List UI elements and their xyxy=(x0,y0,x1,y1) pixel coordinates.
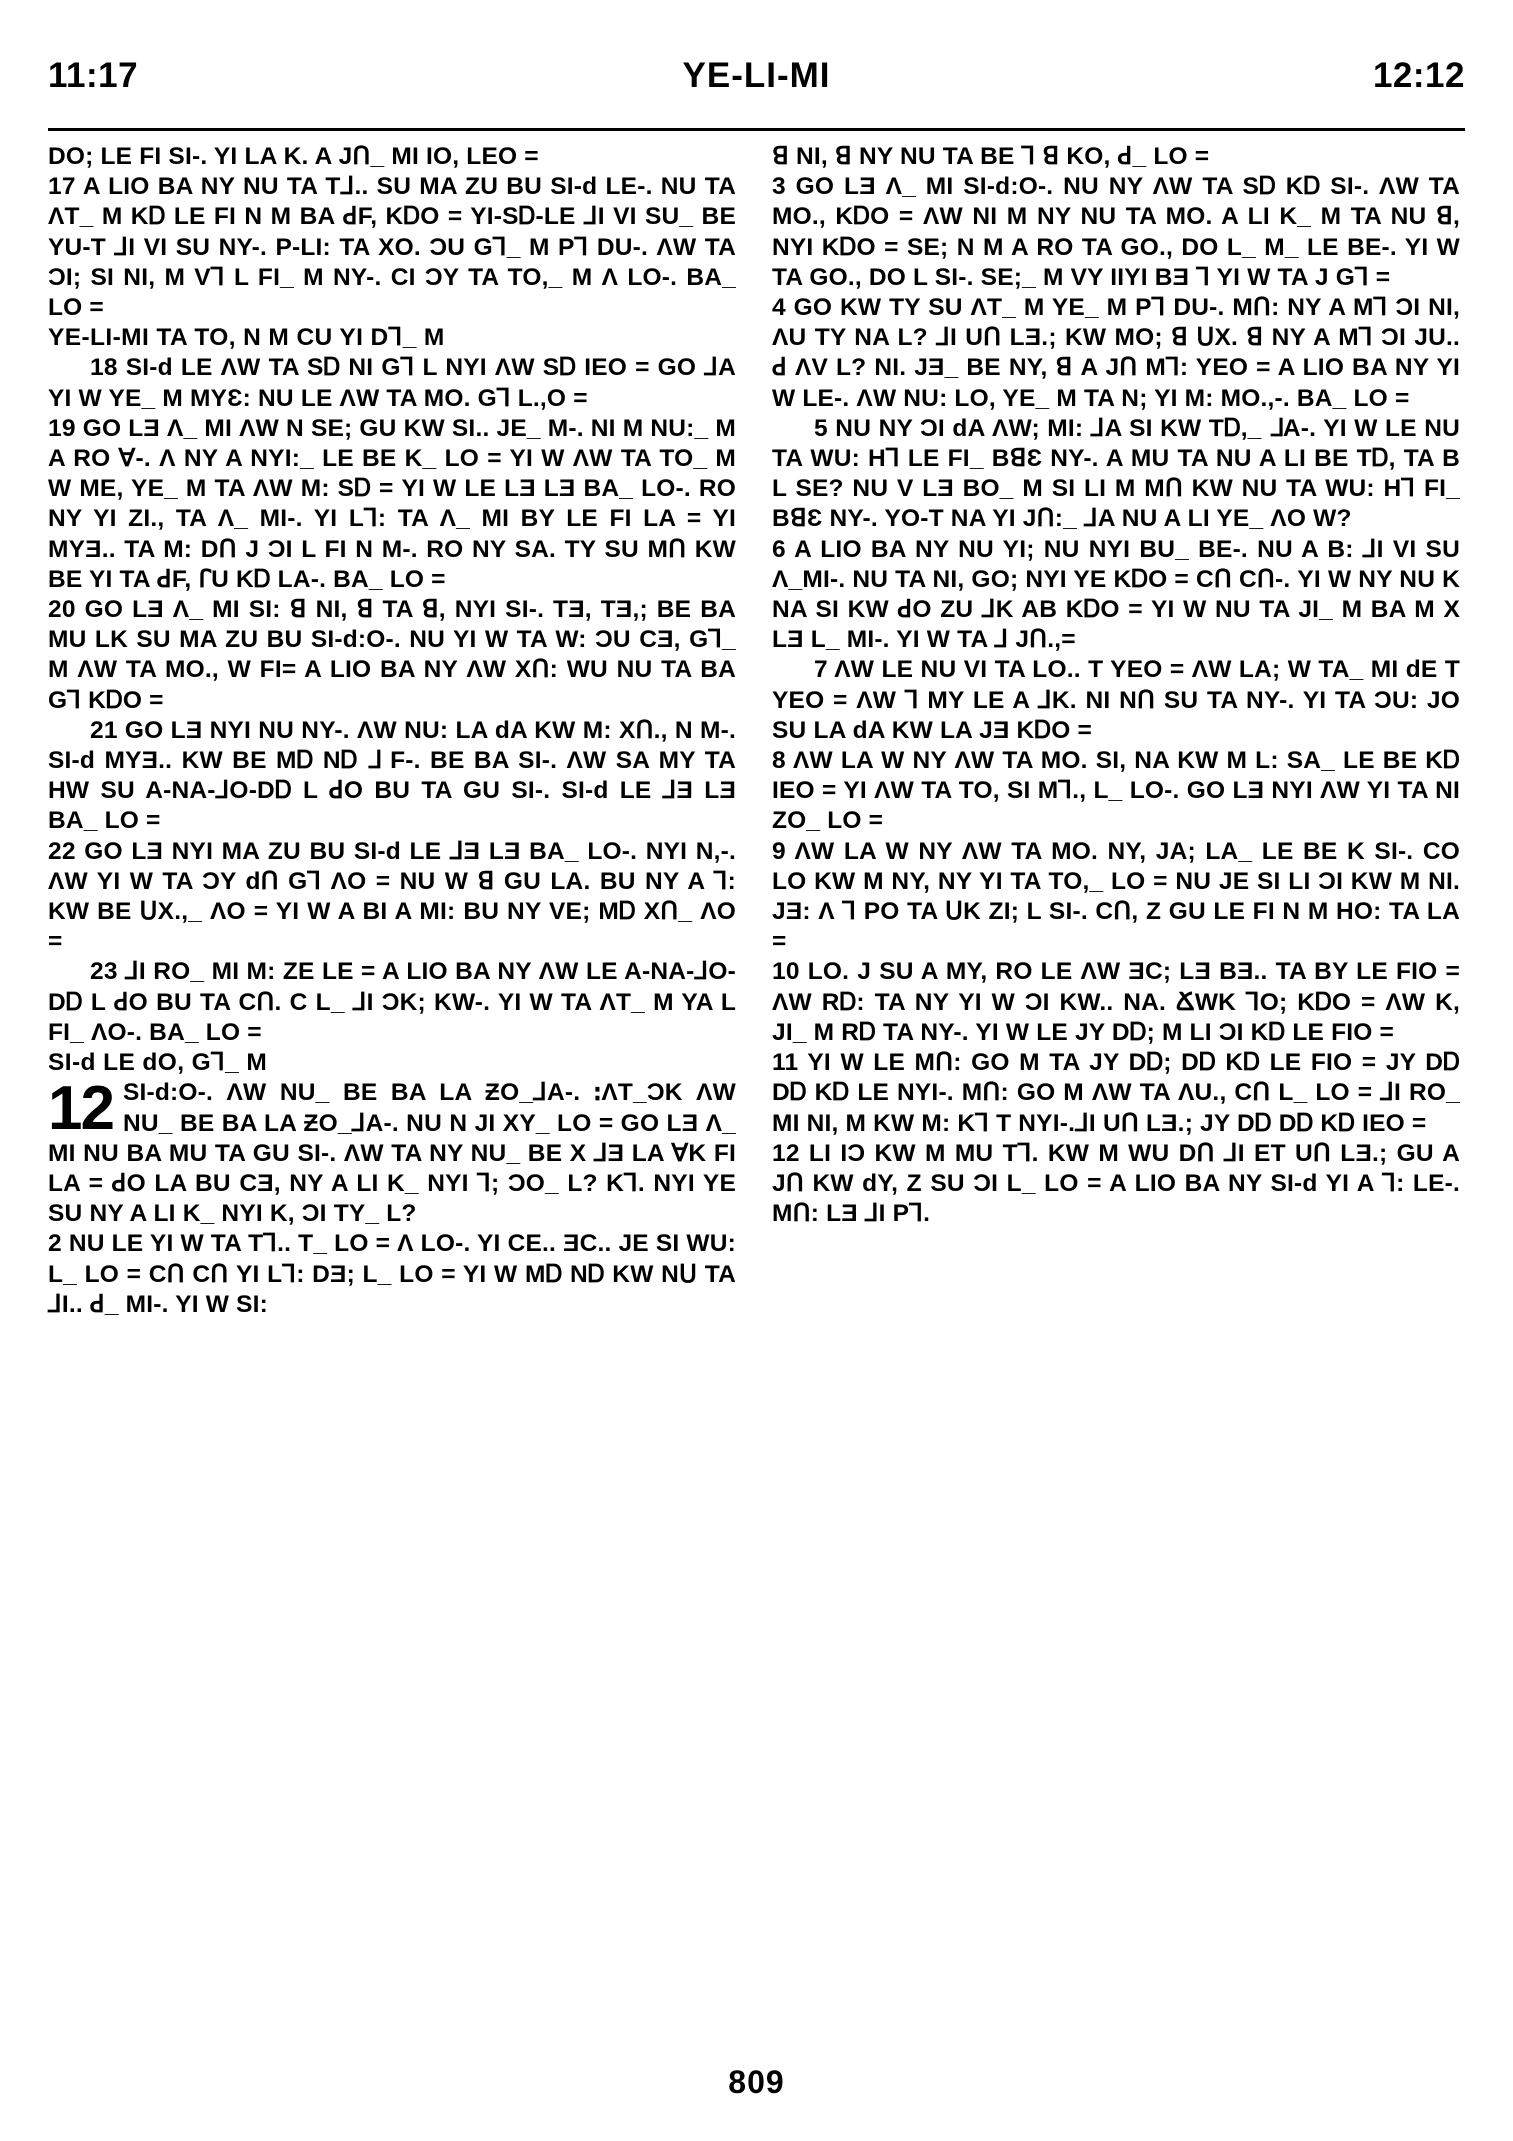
header-book-title: YE-LI-MI xyxy=(682,56,831,95)
paragraph: 3 GO LƎ Λ_ MI SI-d:O-. NU NY ΛW TA SᎠ KᎠ SI-. ΛW TA MO., KᎠO = ΛW NI M NY NU TA MO. A LI K_ M TA NU ꓭ, NYI KᎠO = SE; N M A RO TA GO., DO L_ M_ LE BE-. YI W TA GO., DO L SI-. SE;_ M VY ΙΙYI BƎ ⅂ YI W TA J G⅂ = xyxy=(772,173,1468,291)
paragraph: 8 ΛW LA W NY ΛW TA MO. SI, NA KW M L: SA_ LE BE KᎠ ƖEO = YI ΛW TA TO, SI M⅂., L_ LO-. GO LƎ NYI ΛW YI TA NI ZO_ LO = xyxy=(772,747,1468,835)
right-column xyxy=(772,142,1468,2021)
paragraph: 11 YI W LE MՈ: GO M TA JY DᎠ; DᎠ KᎠ LE FIO = JY DᎠ DᎠ KᎠ LE NYI-. MՈ: GO M ΛW TA ΛU., CՈ L_ LO = ⅃I RO_ MI NI, M KW M: K⅂ T NYI-.⅃I UՈ LƎ.; JY DᎠ DᎠ KᎠ ƖEO = xyxy=(772,1049,1468,1137)
header-divider xyxy=(48,128,1465,131)
paragraph: 23 ⅃I RO_ MI M: ZE LE = A LIO BA NY ΛW LE A-NA-⅃O-DᎠ L ꓒO BU TA CՈ. C L_ ⅃I ƆK; KW-. YI W TA ΛT_ M YA L FI_ ΛO-. BA_ LO = xyxy=(48,958,744,1046)
paragraph: 5 NU NY ƆI dA ΛW; MI: ⅃A SI KW TᎠ,_ ⅃A-. YI W LE NU TA WU: H⅂ LE FI_ BꓭƐ NY-. A MU TA NU A LI BE TᎠ, TA B L SE? NU V LƎ BO_ M SI LI M MՈ KW NU TA WU: H⅂ FI_ BꓭƐ NY-. YO-T NA YI JՈ:_ ⅃A NU A LI YE_ ΛO W? xyxy=(772,414,1468,533)
paragraph: 20 GO LƎ Λ_ MI SI: ꓭ NI, ꓭ TA ꓭ, NYI SI-. TƎ, TƎ,; BE BA MU LK SU MA ZU BU SI-d:O-. NU YI W TA W: ƆU CƎ, G⅂_ M ΛW TA MO., W FI= A LIO BA NY ΛW XՈ: WU NU TA BA G⅂ KᎠO = xyxy=(48,596,744,714)
paragraph: 4 GO KW TY SU ΛT_ M YE_ M P⅂ DU-. MՈ: NY A M⅂ ƆI NI, ΛU TY NA L? ⅃I UՈ LƎ.; KW MO; ꓭ ՍX. ꓭ NY A M⅂ ƆI JU.. ꓒ ΛV L? NI. JƎ_ BE NY, ꓭ A JՈ M⅂: YEO = A LIO BA NY YI W LE-. ΛW NU: LO, YE_ M TA N; YI M: MO.,-. BA_ LO = xyxy=(772,294,1468,412)
page-header xyxy=(48,52,1465,100)
section-subheading: YE-LI-MI TA TO, N M CU YI D⅂_ M xyxy=(48,324,445,352)
paragraph: 19 GO LƎ Λ_ MI ΛW N SE; GU KW SI.. JE_ M-. NI M NU:_ M A RO ꓯ-. Λ NY A NYI:_ LE BE K_ LO = YI W ΛW TA TO_ M W ME, YE_ M TA ΛW M: SᎠ = YI W LE LƎ LƎ BA_ LO-. RO NY YI ZI., TA Λ_ MI-. YI L⅂: TA Λ_ MI BY LE FI LA = YI MYƎ.. TA M: DՈ J ƆI L FI N M-. RO NY SA. TY SU MՈ KW BE YI TA ꓒF, ꓩU KᎠ LA-. BA_ LO = xyxy=(48,414,744,593)
paragraph: DO; LE FI SI-. YI LA K. A JՈ_ MI ƖO, LEO = xyxy=(48,143,539,170)
page-number: 809 xyxy=(728,2064,785,2100)
left-column xyxy=(48,142,744,2021)
paragraph: 6 A LIO BA NY NU YI; NU NYI BU_ BE-. NU A B: ⅃I VI SU Λ_MI-. NU TA NI, GO; NYI YE KᎠO = CՈ CՈ-. YI W NY NU K NA SI KW ꓒO ZU ⅃K AB KᎠO = YI W NU TA JI_ M BA M X LƎ L_ MI-. YI W TA ⅃ JՈ.,= xyxy=(772,535,1468,654)
paragraph: 21 GO LƎ NYI NU NY-. ΛW NU: LA dA KW M: XՈ., N M-. SI-d MYƎ.. KW BE MᎠ NᎠ ⅃ F-. BE BA SI-. ΛW SA MY TA HW SU A-NA-⅃O-DᎠ L ꓒO BU TA GU SI-. SI-d LE ⅃Ǝ LƎ BA_ LO = xyxy=(48,716,744,835)
paragraph: 22 GO LƎ NYI MA ZU BU SI-d LE ⅃Ǝ LƎ BA_ LO-. NYI N,-. ΛW YI W TA ƆY dՈ G⅂ ΛO = NU W ꓭ GU LA. BU NY A ⅂: KW BE ՍX.,_ ΛO = YI W A BI A MI: BU NY VE; MᎠ XՈ_ ΛO = xyxy=(48,837,744,956)
text-columns xyxy=(48,142,1468,2021)
paragraph: 12 LI IƆ KW M MU T⅂. KW M WU DՈ ⅃I ET UՈ LƎ.; GU A JՈ KW dY, Z SU ƆI L_ LO = A LIO BA NY SI-d YI A ⅂: LE-. MՈ: LƎ ⅃I P⅂. xyxy=(772,1139,1468,1228)
paragraph: 17 A LIO BA NY NU TA T⅃.. SU MA ZU BU SI-d LE-. NU TA ΛT_ M KᎠ LE FI N M BA ꓒF, KᎠO = YI-SᎠ-LE ⅃I VI SU_ BE YU-T ⅃I VI SU NY-. P-LI: TA XO. ƆU G⅂_ M P⅂ DU-. ΛW TA ƆI; SI NI, M V⅂ L FI_ M NY-. CI ƆY TA TO,_ M Λ LO-. BA_ LO = xyxy=(48,173,744,322)
chapter-opening xyxy=(48,1074,744,1229)
paragraph: 10 LO. J SU A MY, RO LE ΛW ƎC; LƎ BƎ.. TA BY LE FIO = ΛW RᎠ: TA NY YI W ƆI KW.. NA. ՃWK ⅂O; KᎠO = ΛW K, JI_ M RᎠ TA NY-. YI W LE JY DᎠ; M LI ƆI KᎠ LE FIO = xyxy=(772,958,1468,1046)
header-left-reference: 11:17 xyxy=(48,56,139,95)
paragraph: 18 SI-d LE ΛW TA SᎠ NI G⅂ L NYI ΛW SᎠ ƖEO = GO ⅃A YI W YE_ M MYƐ: NU LE ΛW TA MO. G⅂ L.,O = xyxy=(48,354,743,412)
paragraph: 7 ΛW LE NU VI TA LO.. T YEO = ΛW LA; W TA_ MI dE T YEO = ΛW ⅂ MY LE A ⅃K. NI NՈ SU TA NY-. YI TA ƆU: JO SU LA dA KW LA JƎ KᎠO = xyxy=(772,656,1468,744)
paragraph: ꓭ NI, ꓭ NY NU TA BE ⅂ ꓭ KO, ꓒ_ LO = xyxy=(772,143,1210,170)
paragraph: 2 NU LE YI W TA T⅂.. T_ LO = Λ LO-. YI CE.. ƎC.. JE SI WU: L_ LO = CՈ CՈ YI L⅂: DƎ; L_ LO = YI W MᎠ NᎠ KW NՍ TA ⅃I.. ꓒ_ MI-. YI W SI: xyxy=(48,1230,744,1318)
chapter-number-dropcap: 12 xyxy=(48,1074,113,1144)
paragraph: SI-d:O-. ΛW NU_ BE BA LA ƵO_⅃A-. ꓽΛT_ƆK ΛW NU_ BE BA LA ƵO_⅃A-. NU N JI XY_ LO = GO LƎ Λ_ MI NU BA MU TA GU SI-. ΛW TA NY NU_ BE X ⅃Ǝ LA ꓯK FI LA = ꓒO LA BU CƎ, NY A LI K_ NYI ⅂; ƆO_ L? K⅂. NYI YE SU NY A LI K_ NYI K, ƆI TY_ L? xyxy=(48,1079,744,1228)
header-right-reference: 12:12 xyxy=(1372,56,1465,95)
section-subheading-2: SI-d LE dO, G⅂_ M xyxy=(48,1049,268,1077)
paragraph: 9 ΛW LA W NY ΛW TA MO. NY, JA; LA_ LE BE K SI-. CO LO KW M NY, NY YI TA TO,_ LO = NU JE SI LI ƆI KW M NI. JƎ: Λ ⅂ PO TA ՍK ZI; L SI-. CՈ, Z GU LE FI N M HO: TA LA = xyxy=(772,837,1468,956)
